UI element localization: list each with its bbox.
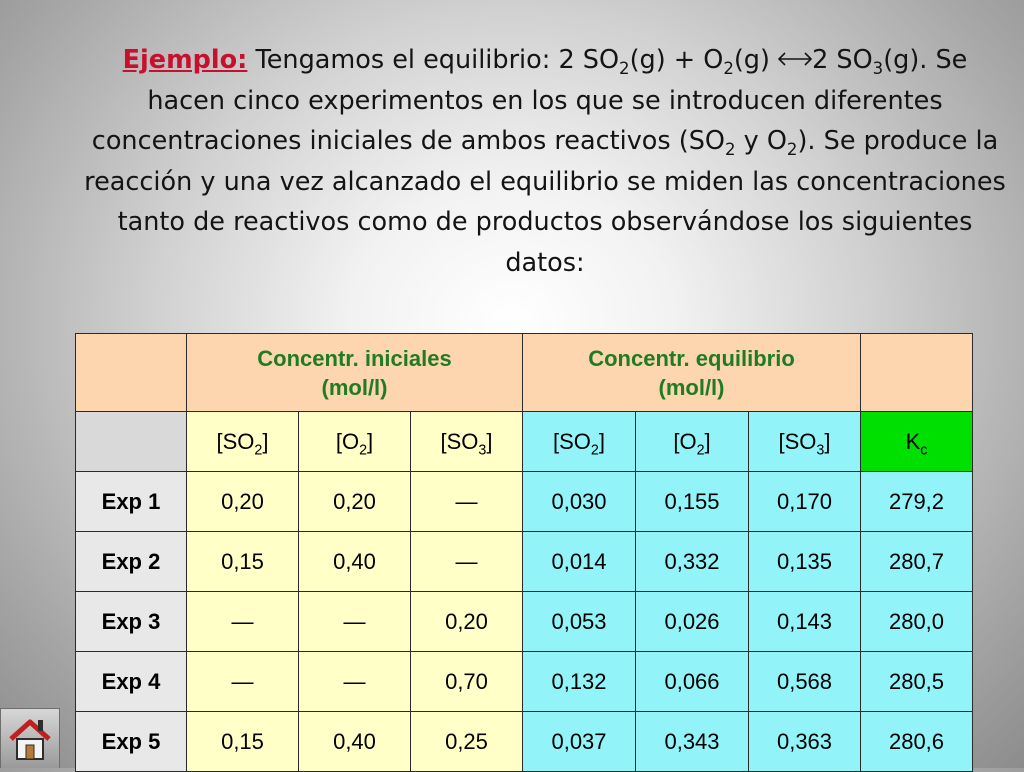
col-header-kc: $K_c$: [861, 412, 973, 472]
example-lead: Ejemplo:: [122, 45, 248, 75]
row-label: Exp 1: [76, 472, 187, 532]
cell-so3-initial: —: [411, 532, 523, 592]
cell-o2-initial: 0,40: [299, 532, 411, 592]
left-right-arrow-icon: [778, 51, 812, 67]
table-row: [76, 592, 973, 652]
row-label: Exp 2: [76, 532, 187, 592]
cell-so3-initial: 0,25: [411, 712, 523, 772]
header-initial-concentrations: Concentr. iniciales (mol/l): [187, 334, 523, 412]
cell-o2-equilibrium: 0,332: [636, 532, 749, 592]
row-label: Exp 3: [76, 592, 187, 652]
cell-so2-initial: 0,20: [187, 472, 299, 532]
home-button[interactable]: [0, 708, 60, 768]
col-header-o2-equilibrium: $[O_2]$: [636, 412, 749, 472]
cell-o2-initial: 0,20: [299, 472, 411, 532]
cell-so2-initial: 0,15: [187, 712, 299, 772]
cell-so2-equilibrium: 0,030: [523, 472, 636, 532]
cell-kc: 279,2: [861, 472, 973, 532]
cell-kc: 280,0: [861, 592, 973, 652]
cell-o2-initial: —: [299, 652, 411, 712]
col-header-so3-initial: $[SO_3]$: [411, 412, 523, 472]
cell-o2-equilibrium: 0,155: [636, 472, 749, 532]
row-label-header: [76, 412, 187, 472]
cell-so3-equilibrium: 0,170: [749, 472, 861, 532]
col-header-so2-initial: $[SO_2]$: [187, 412, 299, 472]
col-header-so3-equilibrium: $[SO_3]$: [749, 412, 861, 472]
cell-so2-initial: 0,15: [187, 532, 299, 592]
col-header-so2-equilibrium: $[SO_2]$: [523, 412, 636, 472]
cell-o2-equilibrium: 0,026: [636, 592, 749, 652]
table-row: [76, 532, 973, 592]
group-header-row: [76, 334, 973, 412]
cell-so3-equilibrium: 0,143: [749, 592, 861, 652]
table-row: [76, 472, 973, 532]
cell-kc: 280,7: [861, 532, 973, 592]
cell-so2-initial: —: [187, 652, 299, 712]
cell-o2-initial: 0,40: [299, 712, 411, 772]
cell-so3-equilibrium: 0,363: [749, 712, 861, 772]
corner-cell: [76, 334, 187, 412]
intro-paragraph: Ejemplo: Tengamos el equilibrio: 2 $SO_2(g) + O_2(g)$ 2 $SO_3(g)$. Se hacen cinco experimentos en los que se introducen diferentes concentraciones iniciales de ambos reactivos ($SO_2$ y $O_2$). Se produce la reacción y una vez alcanzado el equilibrio se miden las concentraciones tanto de reactivos como de productos observándose los siguientes datos:: [84, 45, 1006, 278]
column-header-row: [76, 412, 973, 472]
cell-so2-equilibrium: 0,053: [523, 592, 636, 652]
cell-so2-equilibrium: 0,037: [523, 712, 636, 772]
cell-so2-equilibrium: 0,014: [523, 532, 636, 592]
home-icon: [1, 709, 59, 767]
cell-so2-initial: —: [187, 592, 299, 652]
cell-kc: 280,6: [861, 712, 973, 772]
cell-so3-initial: 0,70: [411, 652, 523, 712]
cell-o2-equilibrium: 0,066: [636, 652, 749, 712]
cell-o2-equilibrium: 0,343: [636, 712, 749, 772]
equilibrium-data-table: [75, 333, 973, 772]
header-blank-cell: [861, 334, 973, 412]
header-equilibrium-concentrations: Concentr. equilibrio (mol/l): [523, 334, 861, 412]
cell-so3-equilibrium: 0,568: [749, 652, 861, 712]
row-label: Exp 4: [76, 652, 187, 712]
col-header-o2-initial: $[O_2]$: [299, 412, 411, 472]
cell-o2-initial: —: [299, 592, 411, 652]
row-label: Exp 5: [76, 712, 187, 772]
table-row: [76, 652, 973, 712]
table-row: [76, 712, 973, 772]
cell-so3-initial: —: [411, 472, 523, 532]
cell-so3-initial: 0,20: [411, 592, 523, 652]
cell-so3-equilibrium: 0,135: [749, 532, 861, 592]
cell-kc: 280,5: [861, 652, 973, 712]
cell-so2-equilibrium: 0,132: [523, 652, 636, 712]
